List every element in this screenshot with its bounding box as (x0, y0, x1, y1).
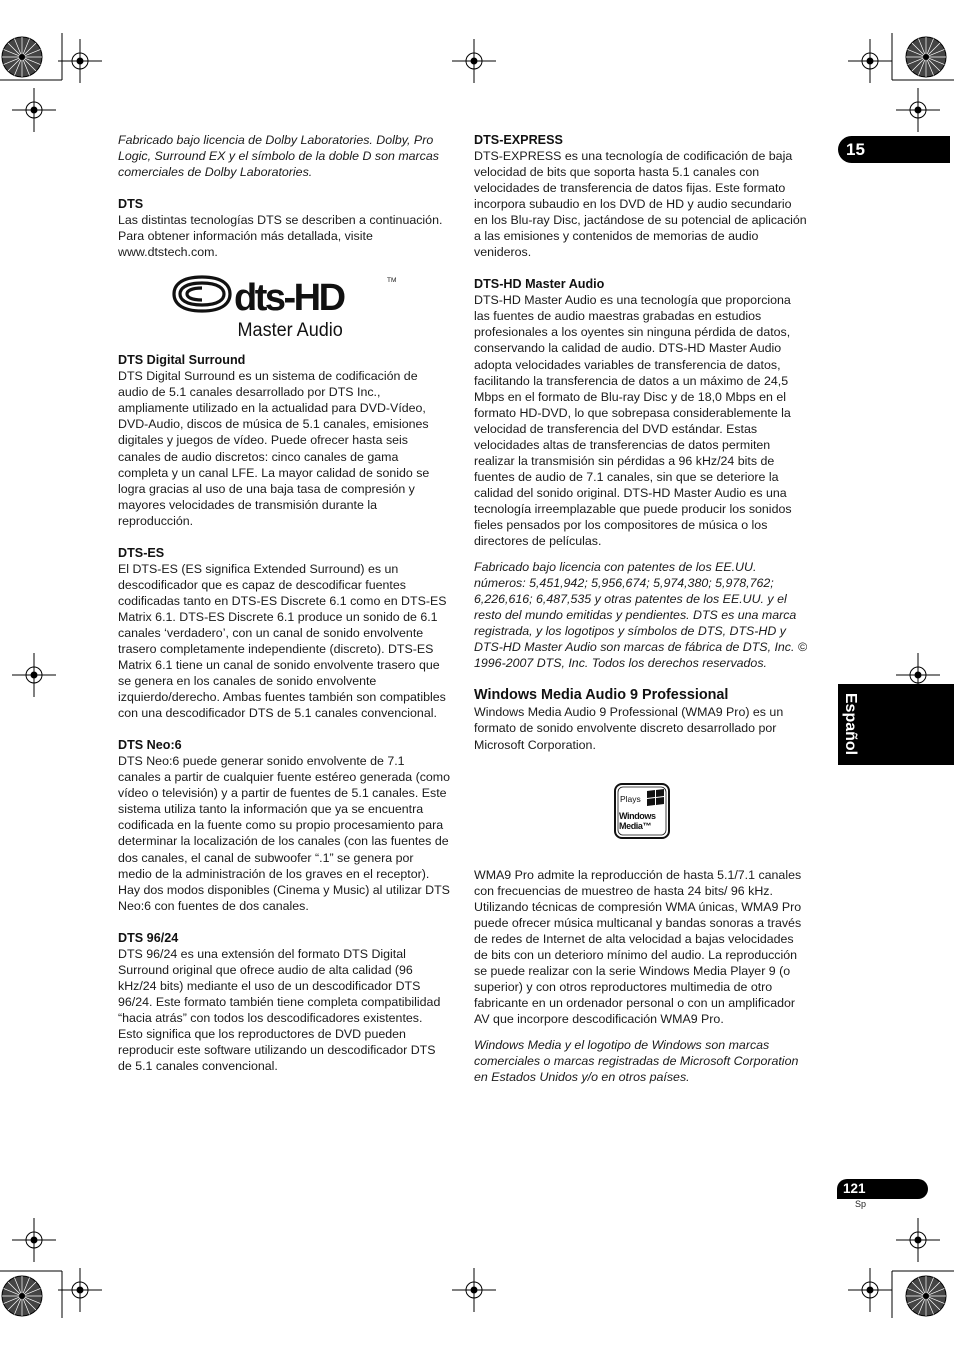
dts-digital-surround-text: DTS Digital Surround es un sistema de codificación de audio de 5.1 canales desarrollado por DTS Inc., ampliamente utilizado en la actualidad para DVD-Vídeo, DVD-Audio, discos de música de 5.1 canales, emisiones digitales y juegos de vídeo. Puede ofrecer hasta seis canales de audio discretos: cinco canales de gama completa y un canal LFE. La mayor calidad de sonido se logra gracias al uso de una baja tasa de compresión y mayores velocidades de transmisión durante la reproducción. (118, 369, 430, 528)
dts-es-text: El DTS-ES (ES significa Extended Surround) es un descodificador que es capaz de descodificar fuentes codificadas tanto en DTS-ES Discrete 6.1 como en DTS-ES Matrix 6.1. DTS-ES Discrete 6.1 produce un sonido de 6.1 canales ‘verdadero’, con un canal de sonido envolvente trasero completamente independiente (discreto). DTS-ES Matrix 6.1 tiene un canal de sonido envolvente trasero que se genera en los canales de sonido envolvente izquierdo/derecho. Ambas fuentes también son compatibles con una descodificador DTS de 5.1 canales convencional. (118, 561, 447, 721)
dts-hd-master-audio-text: DTS-HD Master Audio es una tecnología que proporciona las fuentes de audio maestras grabadas en estudios profesionales a los oyentes sin ninguna pérdida de datos, conservando la calidad de audio. DTS-HD Master Audio adopta velocidades variables de transferencia de datos, facilitando la transferencia de datos a un máximo de 24,5 Mbps en el formato de Blu-ray Disc y de 18,0 Mbps en el formato HD-DVD, lo que sobrepasa considerablemente la velocidad de transferencia del DVD estándar. Estas velocidades altas de transferencias de datos permiten realizar la transmisión sin pérdidas a 96 kHz/24 bits de fuentes de audio de 7.1 canales, sin que se deteriore la calidad del sonido original. DTS-HD Master Audio es una tecnología irreemplazable que puede producir los sonidos fieles pensados por los compositores de música o los directores de películas. (474, 293, 792, 549)
dts-neo6-text: DTS Neo:6 puede generar sonido envolvente de 7.1 canales a partir de cualquier fuente estéreo generada (como vídeo o televisión) y a partir de fuentes de 5.1 canales. Este sistema utiliza tanto la información que ya se encuentra codificada en la fuente como su propio procesamiento para determinar la localización de los canales (con las fuentes de dos canales, el canal de subwoofer “.1” se genera por medio de la administración de los graves en el receptor). Hay dos modos disponibles (Cinema y Music) al utilizar DTS Neo:6 con fuentes de dos canales. (118, 754, 451, 913)
dts-hd-master-audio-heading: DTS-HD Master Audio (474, 277, 605, 292)
chapter-number: 15 (846, 140, 865, 159)
dolby-trademark-note: Fabricado bajo licencia de Dolby Laboratories. Dolby, Pro Logic, Surround EX y el símbolo de la doble D son marcas comerciales de Dolby Laboratories. (118, 133, 439, 180)
page-language-code: Sp (855, 1199, 867, 1209)
plays-windows-media-logo (614, 783, 670, 839)
dts-heading: DTS (118, 197, 144, 212)
dts-swirl-icon (174, 277, 230, 311)
left-column (118, 132, 450, 1074)
dts-96-24-heading: DTS 96/24 (118, 930, 179, 945)
dts-hd-master-audio-logo (172, 274, 400, 342)
dts-neo6-heading: DTS Neo:6 (118, 738, 182, 753)
dts-express-text: DTS-EXPRESS es una tecnología de codificación de baja velocidad de bits que soporta hasta 5.1 canales con velocidades de transferencia de datos fijas. Este formato incorpora subaudio en los DVD de HD y audio secundario en los Blu-ray Disc, jactándose de su potencial de aplicación a las emisiones y contenidos de memorias de audio venideros. (474, 149, 807, 260)
dts-logo-subtitle: Master Audio (237, 318, 343, 341)
dts-es-heading: DTS-ES (118, 545, 165, 560)
dts-trademark-symbol: TM (387, 277, 397, 285)
wm-logo-plays-text: Plays (620, 793, 641, 804)
wma9-pro-intro-text: Windows Media Audio 9 Professional (WMA9 Pro) es un formato de sonido envolvente discreto desarrollado por Microsoft Corporation. (474, 705, 784, 752)
wma9-pro-heading: Windows Media Audio 9 Professional (474, 687, 729, 704)
dts-digital-surround-heading: DTS Digital Surround (118, 353, 246, 368)
wm-logo-media-text: Media™ (619, 820, 652, 831)
dts-patent-note: Fabricado bajo licencia con patentes de los EE.UU. números: 5,451,942; 5,956,674; 5,974,380; 5,978,762; 6,226,616; 6,487,535 y otras patentes de los EE.UU. y el resto del mundo emitidas y pendientes. DTS es una marca registrada, y los logotipos y símbolos de DTS, DTS-HD y DTS-HD Master Audio son marcas de fábrica de DTS, Inc. © 1996-2007 DTS, Inc. Todos los derechos reservados. (474, 560, 808, 671)
page-number: 121 (843, 1181, 866, 1196)
dts-hd-wordmark: dts-HD (234, 277, 344, 320)
dts-express-heading: DTS-EXPRESS (474, 133, 563, 147)
windows-media-trademark-note: Windows Media y el logotipo de Windows son marcas comerciales o marcas registradas de Microsoft Corporation en Estados Unidos y/o en otros países. (474, 1038, 799, 1085)
wma9-pro-text: WMA9 Pro admite la reproducción de hasta 5.1/7.1 canales con frecuencias de muestreo de hasta 24 bits/ 96 kHz. Utilizando técnicas de compresión WMA únicas, WMA9 Pro puede ofrecer música multicanal y bandas sonoras a través de redes de Internet de alta velocidad a bajas velocidades de bits con un deterioro mínimo del audio. La reproducción se puede realizar con la serie Windows Media Player 9 (o superior) y con otros reproductores multimedia de otro fabricante en un ordenador personal o con un amplificador AV que incorpore descodificación WMA9 Pro. (474, 867, 802, 1026)
dts-96-24-text: DTS 96/24 es una extensión del formato DTS Digital Surround original que ofrece audio de alta calidad (96 kHz/24 bits) mediante el uso de un descodificador DTS 96/24. Este formato también tiene completa compatibilidad “hacia atrás” con todos los descodificadores existentes. Esto significa que los reproductores de DVD pueden reproducir este software utilizando un descodificador DTS de 5.1 canales convencional. (118, 946, 441, 1074)
language-tab-label: Español (842, 692, 859, 756)
wm-logo-windows-text: Windows (619, 810, 656, 821)
dts-intro-text: Las distintas tecnologías DTS se describen a continuación. Para obtener información más detallada, visite www.dtstech.com. (118, 213, 443, 260)
right-column (474, 132, 808, 1085)
